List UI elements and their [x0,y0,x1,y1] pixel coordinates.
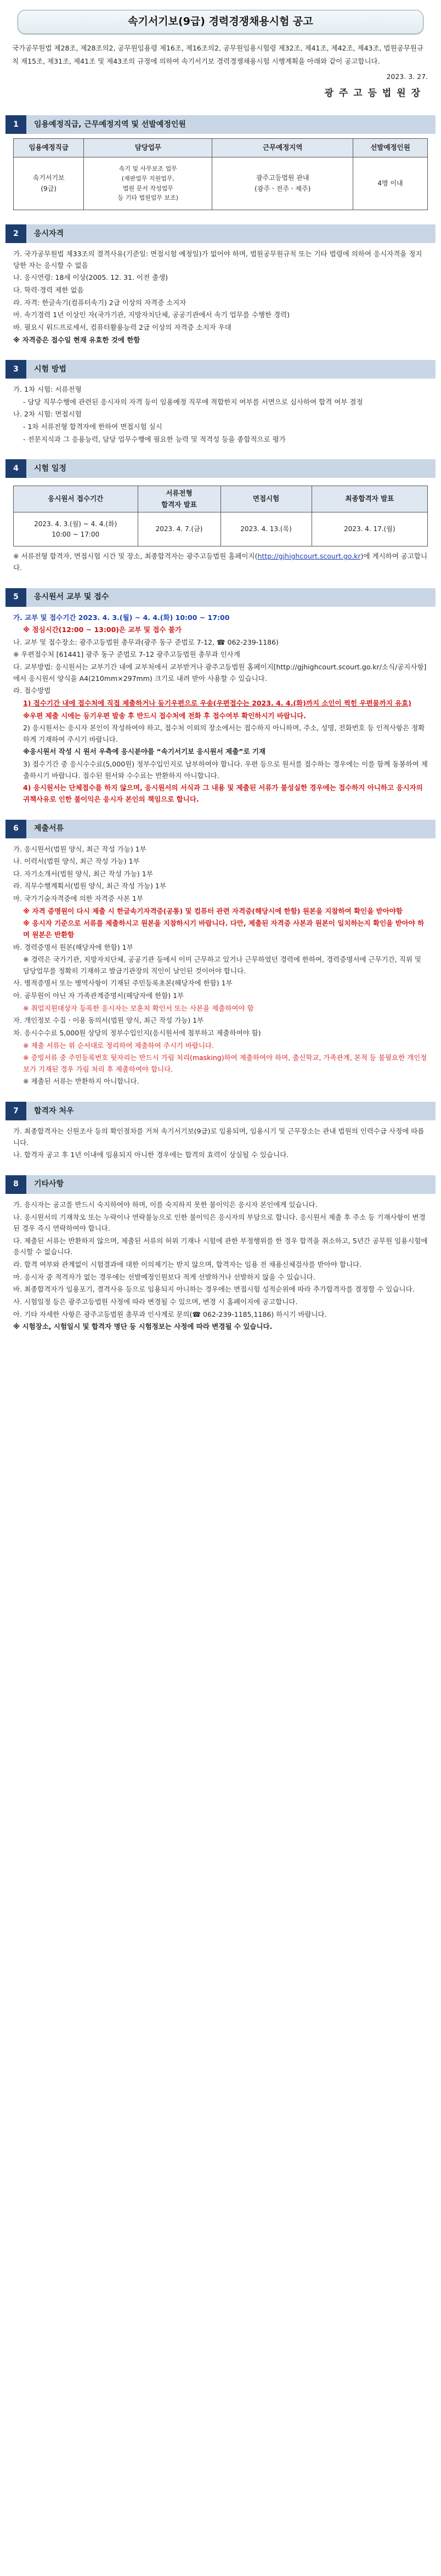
section-header-7 [5,1102,436,1120]
table-cell: 2023. 4. 13.(목) [220,512,312,546]
list-item: 바. 필요시 워드프로세서, 컴퓨터활용능력 2급 이상의 자격증 소지자 우대 [13,323,231,331]
section-header-8 [5,1175,436,1194]
list-item: 자. 개인정보 수집ㆍ이용 동의서(법원 양식, 최근 작성 가능) 1부 [13,1016,204,1025]
notice-date: 2023. 3. 27. [386,72,428,81]
position-table [13,138,428,210]
section-title: 시험 일정 [34,464,66,473]
list-note: ※ 응시자 기준으로 서류를 제출하시고 원본을 지참하시기 바랍니다. 다만, 제출된 자격증 사본과 원본이 일치하는지 확인을 받아야 하며 원본은 반환함 [23,919,425,939]
list-note: ※우편 제출 시에는 등기우편 발송 후 반드시 접수처에 전화 후 접수여부 확인하시기 바랍니다. [23,711,306,720]
section-header-3 [5,360,436,379]
list-item: 다. 학력·경력 제한 없음 [13,286,84,295]
list-note: ※ 자격증은 접수일 현재 유효한 것에 한함 [13,335,140,344]
list-item: 가. 최종합격자는 신원조사 등의 확인절차를 거쳐 속기서기보(9급)로 임용되며, 임용시기 및 근무장소는 관내 법원의 인력수급 사정에 따릅니다. [13,1127,425,1147]
list-item: 아. 기타 자세한 사항은 광주고등법원 총무과 인사계로 문의(☎ 062-239-1185,1186) 하시기 바랍니다. [13,1310,327,1318]
table-header: 선발예정인원 [353,139,428,157]
list-item: 나. 응시연령: 18세 이상(2005. 12. 31. 이전 출생) [13,273,168,282]
list-note: ※ 자격 증명원이 다시 제출 시 한글속기자격증(공통) 및 컴퓨터 관련 자격증(해당시에 한함) 원본을 지참하여 확인을 받아야함 [23,906,403,915]
intro-text: 국가공무원법 제28조, 제28조의2, 공무원임용령 제16조, 제16조의2, 공무원임용시험령 제32조, 제41조, 제42조, 제43조, 법원공무원규칙 제15조, 제31조, 제41조 및 제43조의 규정에 의하여 속기서기보 경력경쟁채용시험 시행계획을 아래와 같이 공고합니다. [12,44,423,65]
table-cell: 2023. 4. 7.(금) [138,512,220,546]
list-note: ※ 제출 서류는 위 순서대로 정리하여 제출하여 주시기 바랍니다. [23,1041,214,1050]
list-item: 나. 이력서(법원 양식, 최근 작성 가능) 1부 [13,857,140,866]
schedule-note [13,551,428,573]
section-number: 5 [5,588,26,607]
list-item: 라. 직무수행계획서(법원 양식, 최근 작성 가능) 1부 [13,882,166,890]
page-title: 속기서기보(9급) 경력경쟁채용시험 공고 [18,10,423,34]
list-item: 가. 1차 시험: 서류전형 [13,385,82,394]
list-note: ※ 시험장소, 시험일시 및 합격자 명단 등 시험정보는 사정에 따라 변경될 수 있습니다. [13,1322,273,1331]
list-item: 차. 응시수수료 5,000원 상당의 정부수입인지(응시원서에 첨부하고 제출하여야 함) [13,1028,261,1037]
list-item: 마. 속기경력 1년 이상인 자(국가기관, 지방자치단체, 공공기관에서 속기 업무를 수행한 경력) [13,311,290,319]
list-item: 나. 응시원서의 기재착오 또는 누락이나 연락불능으로 인한 불이익은 응시자의 부담으로 합니다. 응시원서 제출 후 주소 등 기재사항이 변경된 경우 즉시 연락하여야 합니다. [13,1213,426,1233]
table-cell: 2023. 4. 3.(월) ~ 4. 4.(화) 10:00 ~ 17:00 [14,512,138,546]
schedule-note-text-end: )에 게시하여 공고합니다. [13,552,428,572]
table-header: 근무예정지역 [212,139,353,157]
list-note: ※응시원서 작성 시 원서 우측에 응시분야를 “속기서기보 응시원서 제출”로 기재 [23,747,266,756]
list-item: 다. 제출된 서류는 반환하지 않으며, 제출된 서류의 허위 기재나 시험에 관한 부정행위를 한 경우 합격을 취소하고, 5년간 공무원 임용시험에 응시할 수 없습니다. [13,1236,428,1256]
section-number: 6 [5,820,26,838]
section-header-4 [5,459,436,478]
table-cell: 속기서기보 (9급) [14,157,84,210]
section-header-2 [5,224,436,243]
list-item: ※ 우편접수처 [61441] 광주 동구 준법로 7-12 광주고등법원 총무과 인사계 [13,650,240,659]
list-item: 라. 자격: 한글속기(컴퓨터속기) 2급 이상의 자격증 소지자 [13,298,186,307]
list-item: 가. 응시자는 공고를 반드시 숙지하여야 하며, 이를 숙지하지 못한 불이익은 응시자 본인에게 있습니다. [13,1200,318,1209]
list-item: 4) 응시원서는 단체접수를 하지 않으며, 응시원서의 서식과 그 내용 및 제출된 서류가 불성실한 경우에는 접수하지 아니하고 응시자의 귀책사유로 인한 불이익은 응시자 본인의 책임으로 합니다. [23,783,423,803]
list-item: 3) 접수기간 중 응시수수료(5,000원) 정부수입인지로 납부하여야 합니다. 우편 등으로 원서를 접수하는 경우에는 이를 함께 동봉하여 제출하시기 바랍니다. 접수된 원서와 수수료는 반환하지 아니합니다. [23,760,428,780]
list-item: 다. 자기소개서(법원 양식, 최근 작성 가능) 1부 [13,869,153,878]
list-item: 마. 국가기술자격증에 의한 자격증 사본 1부 [13,894,144,903]
section-number: 7 [5,1102,26,1120]
table-header: 담당업무 [84,139,212,157]
table-cell: 광주고등법원 관내 (광주ㆍ전주ㆍ제주) [212,157,353,210]
list-item: 사. 병적증명서 또는 병역사항이 기재된 주민등록초본(해당자에 한함) 1부 [13,979,233,988]
table-header: 면접시험 [220,486,312,512]
list-item: 가. 교부 및 접수기간 2023. 4. 3.(월) ~ 4. 4.(화) 10:00 ~ 17:00 [13,613,230,622]
section-header-1 [5,115,436,134]
section-number: 2 [5,224,26,243]
issuer-name: 광 주 고 등 법 원 장 [324,88,421,99]
list-item: 아. 공무원이 아닌 자 가족관계증명서(해당자에 한함) 1부 [13,991,184,1000]
section-number: 1 [5,115,26,134]
list-item: 다. 교부방법: 응시원서는 교부기간 내에 교부처에서 교부받거나 광주고등법원 홈페이지[http://gjhighcourt.scourt.go.kr/소식/공지사항]에서 응시원서 양식을 A4(210mm×297mm) 크기로 내려 받아 사용할 수 있습니다. [13,663,427,683]
section-number: 3 [5,360,26,379]
list-item: 가. 국가공무원법 제33조의 결격사유(기준일: 면접시험 예정일)가 없어야 하며, 법원공무원규칙 또는 기타 법령에 의하여 응시자격을 정지당한 자는 응시할 수 없음 [13,250,422,269]
list-item: 2) 응시원서는 응시자 본인이 작성하여야 하고, 접수처 이외의 장소에서는 접수하지 아니하며, 주소, 성명, 전화번호 등 인적사항은 정확하게 기재하여 주시기 바랍니다. [23,724,425,743]
schedule-note-text: ※ 서류전형 합격자, 면접시험 시간 및 장소, 최종합격자는 광주고등법원 홈페이지( [13,552,258,561]
list-note: ※ 취업지원대상자 등록한 응시자는 보훈처 확인서 또는 사본을 제출하여야 함 [23,1004,254,1012]
list-item: 나. 2차 시험: 면접시험 [13,410,82,419]
section-title: 제출서류 [34,824,64,833]
list-item: 나. 합격자 공고 후 1년 이내에 임용되지 아니한 경우에는 합격의 효력이 상실될 수 있습니다. [13,1151,289,1159]
list-item: 사. 시험일정 등은 광주고등법원 사정에 따라 변경될 수 있으며, 변경 시 홈페이지에 공고합니다. [13,1297,298,1306]
list-item: - 담당 직무수행에 관련된 응시자의 자격 등이 임용예정 직무에 적합한지 여부를 서면으로 심사하여 합격 여부 결정 [23,397,363,406]
homepage-link[interactable]: http://gjhighcourt.scourt.go.kr [257,552,361,561]
table-cell: 2023. 4. 17.(월) [312,512,427,546]
section-title: 응시자격 [34,229,64,238]
list-item: 바. 경력증명서 원본(해당자에 한함) 1부 [13,943,133,951]
table-cell: 4명 이내 [353,157,428,210]
list-item: 1) 접수기간 내에 접수처에 직접 제출하거나 등기우편으로 우송(우편접수는 2023. 4. 4.(화)까지 소인이 찍힌 우편물까지 유효) [23,698,411,707]
section-number: 4 [5,459,26,478]
section-header-5 [5,588,436,607]
schedule-table [13,486,428,546]
list-note: ※ 증빙서류 중 주민등록번호 뒷자리는 반드시 가림 처리(masking)하여 제출하여야 하며, 출신학교, 가족관계, 본적 등 불필요한 개인정보가 기재된 경우 가림 처리 후 제출하여야 합니다. [23,1053,427,1073]
list-note: ※ 제출된 서류는 반환하지 아니합니다. [23,1077,139,1086]
table-header: 서류전형 합격자 발표 [138,486,220,512]
table-header: 임용예정직급 [14,139,84,157]
list-item: - 전문지식과 그 응용능력, 담당 업무수행에 필요한 능력 및 적격성 등을 종합적으로 평가 [23,435,286,443]
section-header-6 [5,820,436,838]
list-note: ※ 경력은 국가기관, 지방자치단체, 공공기관 등에서 이미 근무하고 있거나 근무하였던 경력에 한하여, 경력증명서에 근무기간, 직위 및 담당업무를 정확히 기재하고 발급기관장의 직인이 날인된 것이어야 합니다. [23,955,421,975]
section-title: 시험 방법 [34,364,66,374]
list-item: 라. 접수방법 [13,686,51,695]
list-item: 가. 응시원서(법원 양식, 최근 작성 가능) 1부 [13,844,146,853]
table-header: 최종합격자 발표 [312,486,427,512]
section-title: 기타사항 [34,1180,64,1189]
section-title: 임용예정직급, 근무예정지역 및 선발예정인원 [34,120,186,129]
table-cell: 속기 및 사무보조 업무 (재판업무 지원업무, 법원 문서 작성업무 등 기타 법원업무 보조) [84,157,212,210]
table-header: 응시원서 접수기간 [14,486,138,512]
list-item: 마. 응시자 중 적격자가 없는 경우에는 선발예정인원보다 적게 선발하거나 선발하지 않을 수 있습니다. [13,1272,315,1281]
list-item: 바. 최종합격자가 임용포기, 결격사유 등으로 임용되지 아니하는 경우에는 면접시험 성적순위에 따라 추가합격자를 결정할 수 있습니다. [13,1285,415,1294]
list-item: 나. 교부 및 접수장소: 광주고등법원 총무과(광주 동구 준법로 7-12, ☎ 062-239-1186) [13,638,279,646]
section-title: 합격자 처우 [34,1106,74,1115]
list-note: ※ 점심시간(12:00 ~ 13:00)은 교부 및 접수 불가 [23,625,182,634]
list-item: 라. 합격 여부와 관계없이 시험결과에 대한 이의제기는 받지 않으며, 합격자는 임용 전 채용신체검사를 받아야 합니다. [13,1260,362,1269]
list-item: - 1차 서류전형 합격자에 한하여 면접시험 실시 [23,422,162,431]
section-title: 응시원서 교부 및 접수 [34,593,109,601]
section-number: 8 [5,1175,26,1194]
